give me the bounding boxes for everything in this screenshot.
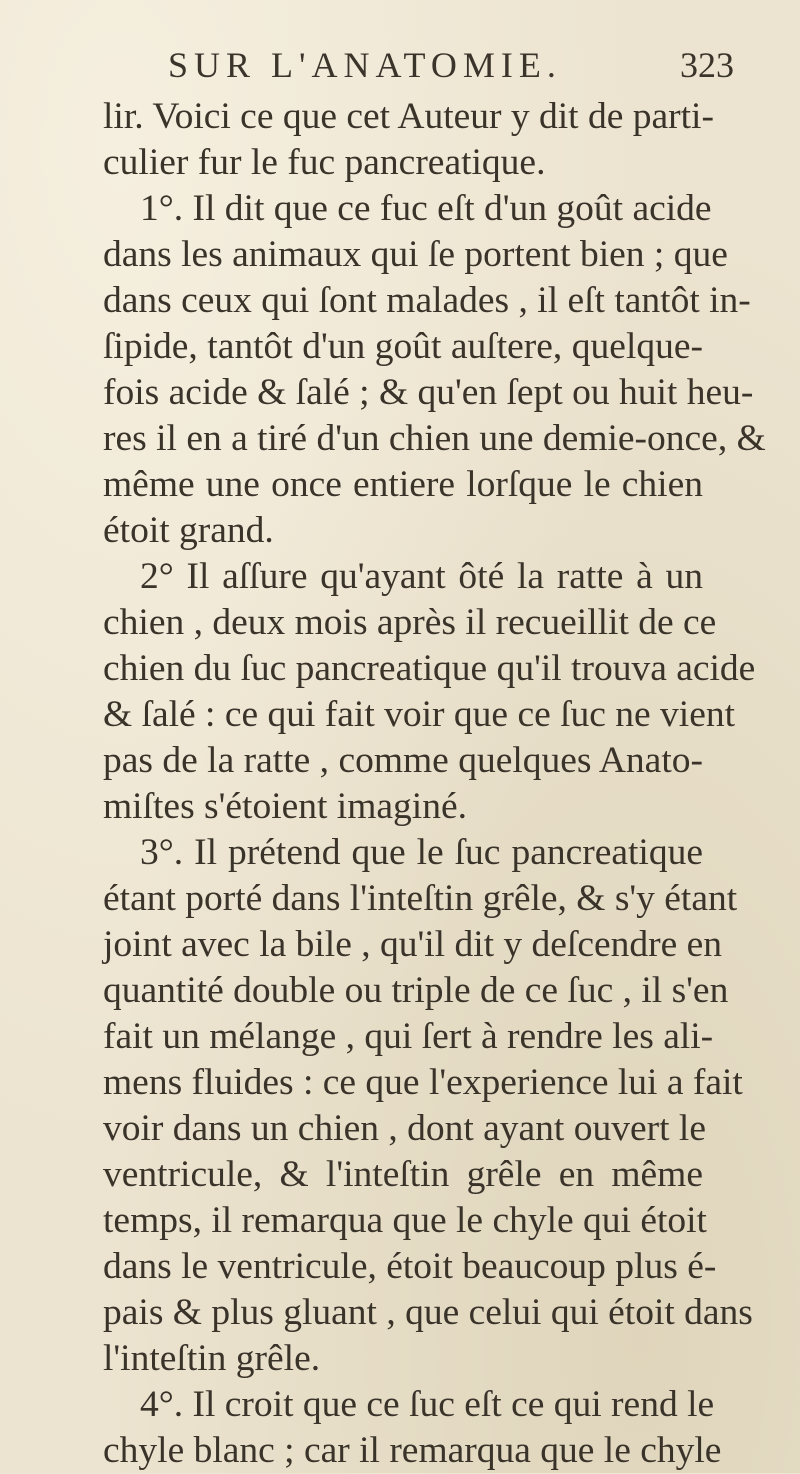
text-line: dans les animaux qui ſe portent bien ; que	[103, 234, 728, 275]
text-line: 1°. Il dit que ce fuc eſt d'un goût acide	[140, 188, 712, 229]
text-line: ſipide, tantôt d'un goût auſtere, quelque-	[103, 326, 703, 367]
text-line: même une once entiere lorſque le chien	[103, 464, 703, 505]
text-line: joint avec la bile , qu'il dit y deſcendre en	[103, 924, 723, 965]
text-line: miſtes s'étoient imaginé.	[103, 786, 467, 827]
text-line: mens fluides : ce que l'experience lui a fait	[103, 1062, 743, 1103]
running-head-title: SUR L'ANATOMIE.	[168, 45, 562, 85]
page-number: 323	[680, 45, 734, 85]
text-line: 3°. Il prétend que le ſuc pancreatique	[140, 832, 703, 873]
text-line: & ſalé : ce qui fait voir que ce ſuc ne vient	[103, 694, 736, 735]
text-line: l'inteſtin grêle.	[103, 1338, 321, 1379]
text-line: dans ceux qui ſont malades , il eſt tantôt in-	[103, 280, 751, 321]
text-line: lir. Voici ce que cet Auteur y dit de parti-	[103, 96, 714, 137]
text-line: temps, il remarqua que le chyle qui étoit	[103, 1200, 707, 1241]
text-line: culier fur le fuc pancreatique.	[103, 142, 546, 183]
text-line: pais & plus gluant , que celui qui étoit dans	[103, 1292, 753, 1333]
text-line: étant porté dans l'inteſtin grêle, & s'y étant	[103, 878, 738, 919]
text-line: 2° Il aſſure qu'ayant ôté la ratte à un	[140, 556, 703, 597]
text-line: pas de la ratte , comme quelques Anato-	[103, 740, 703, 781]
text-line: res il en a tiré d'un chien une demie-once, &	[103, 418, 766, 459]
running-head	[0, 44, 800, 94]
text-line: 4°. Il croit que ce ſuc eſt ce qui rend le	[140, 1384, 715, 1425]
text-line: chien du ſuc pancreatique qu'il trouva acide	[103, 648, 756, 689]
text-line: chyle blanc ; car il remarqua que le chyle	[103, 1430, 722, 1471]
text-line: voir dans un chien , dont ayant ouvert le	[103, 1108, 706, 1149]
text-line: étoit grand.	[103, 510, 274, 551]
text-line: ventricule, & l'inteſtin grêle en même	[103, 1154, 703, 1195]
text-line: quantité double ou triple de ce ſuc , il s'en	[103, 970, 729, 1011]
text-line: dans le ventricule, étoit beaucoup plus é-	[103, 1246, 717, 1287]
text-line: fois acide & ſalé ; & qu'en ſept ou huit heu-	[103, 372, 754, 413]
text-line: fait un mélange , qui ſert à rendre les ali-	[103, 1016, 714, 1057]
text-line: chien , deux mois après il recueillit de ce	[103, 602, 717, 643]
